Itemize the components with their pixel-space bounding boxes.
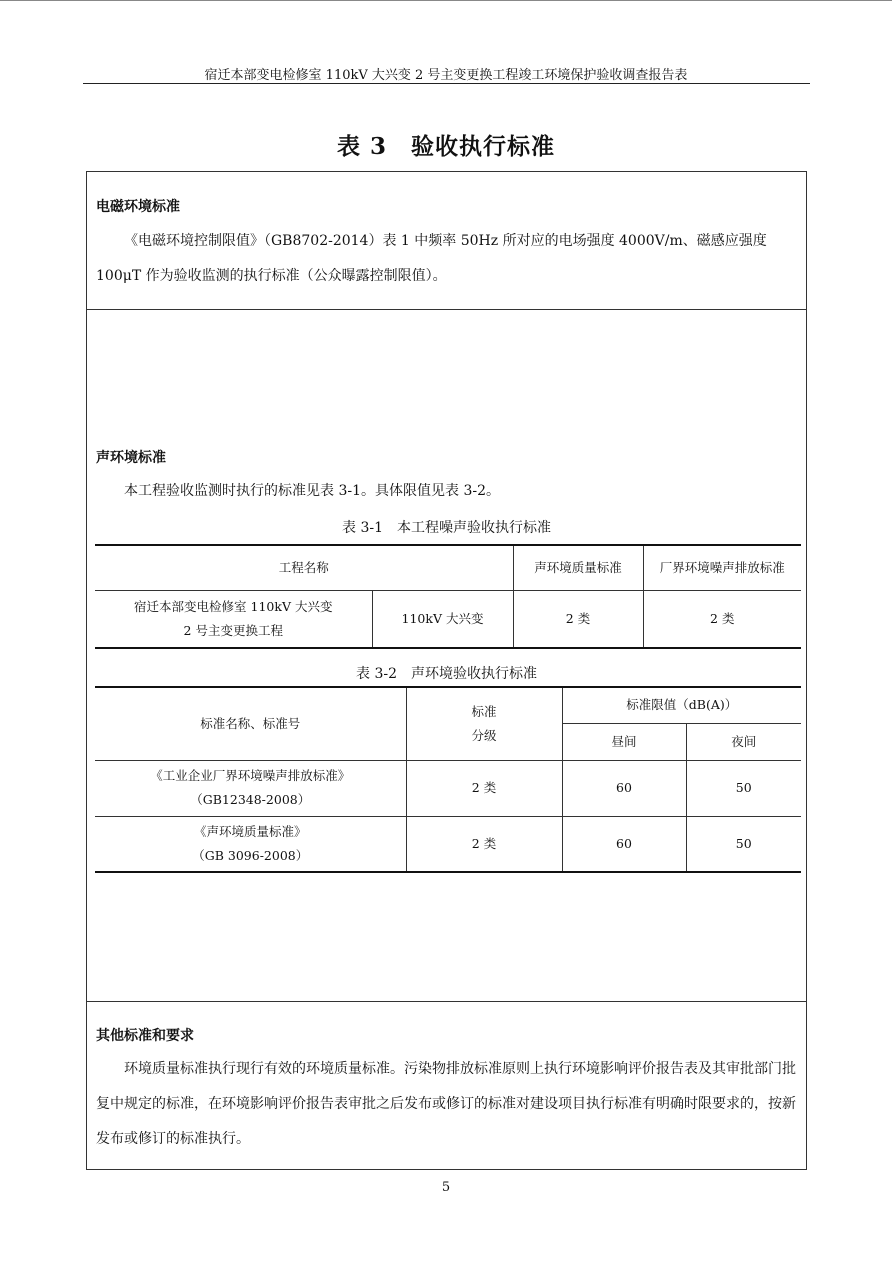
header-quality-standard: 声环境质量标准: [513, 545, 643, 590]
day-limit-cell: 60: [562, 816, 686, 872]
header-limit: 标准限值（dB(A)）: [562, 687, 801, 723]
page-top-border: [0, 0, 892, 1]
header-rule: [83, 83, 810, 84]
project-name-cell: [95, 590, 372, 648]
page-number: 5: [441, 1180, 451, 1195]
header-grade-line2: 分级: [471, 727, 497, 743]
header-grade: [406, 687, 562, 760]
table-header-row: [95, 545, 801, 590]
project-name-line1: 宿迁本部变电检修室 110kV 大兴变: [134, 598, 333, 614]
night-limit-cell: 50: [686, 760, 801, 816]
project-name-line2: 2 号主变更换工程: [183, 622, 283, 638]
table-row: [95, 760, 801, 816]
night-limit-cell: 50: [686, 816, 801, 872]
table-row: [95, 590, 801, 648]
table-3-1: [95, 544, 801, 649]
header-nighttime: 夜间: [686, 723, 801, 760]
standard-code: （GB12348-2008）: [190, 792, 311, 807]
table-header-row: [95, 687, 801, 723]
table-3-2: [95, 686, 801, 873]
boundary-class-cell: 2 类: [643, 590, 801, 648]
standard-name-cell: [95, 816, 406, 872]
standard-name-cell: [95, 760, 406, 816]
table-row: [95, 816, 801, 872]
noise-section-heading: 声环境标准: [96, 450, 166, 466]
standards-frame: [86, 171, 807, 1170]
standard-title: 《声环境质量标准》: [193, 823, 307, 839]
quality-class-cell: 2 类: [513, 590, 643, 648]
header-boundary-standard: 厂界环境噪声排放标准: [643, 545, 801, 590]
standard-code: （GB 3096-2008）: [192, 847, 309, 863]
section-divider: [87, 309, 806, 310]
em-section-heading: 电磁环境标准: [96, 199, 180, 215]
header-project-name: 工程名称: [95, 545, 513, 590]
header-grade-line1: 标准: [471, 703, 497, 719]
grade-cell: 2 类: [406, 760, 562, 816]
standard-title: 《工业企业厂界环境噪声排放标准》: [150, 768, 351, 783]
day-limit-cell: 60: [562, 760, 686, 816]
table-3-1-caption: 表 3-1 本工程噪声验收执行标准: [342, 520, 551, 536]
header-standard-name: 标准名称、标准号: [95, 687, 406, 760]
other-section-text: 环境质量标准执行现行有效的环境质量标准。污染物排放标准原则上执行环境影响评价报告表及其审批部门批复中规定的标准，在环境影响评价报告表审批之后发布或修订的标准对建设项目执行标准有明确时限要求的，按新发布或修订的标准执行。: [96, 1061, 796, 1147]
header-daytime: 昼间: [562, 723, 686, 760]
substation-cell: 110kV 大兴变: [372, 590, 513, 648]
noise-section-intro: 本工程验收监测时执行的标准见表 3-1。具体限值见表 3-2。: [124, 483, 500, 499]
table-3-2-caption: 表 3-2 声环境验收执行标准: [356, 666, 537, 682]
section-divider: [87, 1001, 806, 1002]
em-section-text: 《电磁环境控制限值》（GB8702-2014）表 1 中频率 50Hz 所对应的电场强度 4000V/m、磁感应强度 100μT 作为验收监测的执行标准（公众曝露控制限值）。: [96, 233, 767, 284]
running-header: 宿迁本部变电检修室 110kV 大兴变 2 号主变更换工程竣工环境保护验收调查报告表: [204, 68, 688, 83]
other-section-heading: 其他标准和要求: [96, 1028, 194, 1044]
grade-cell: 2 类: [406, 816, 562, 872]
page-title: 表 3 验收执行标准: [336, 133, 555, 160]
